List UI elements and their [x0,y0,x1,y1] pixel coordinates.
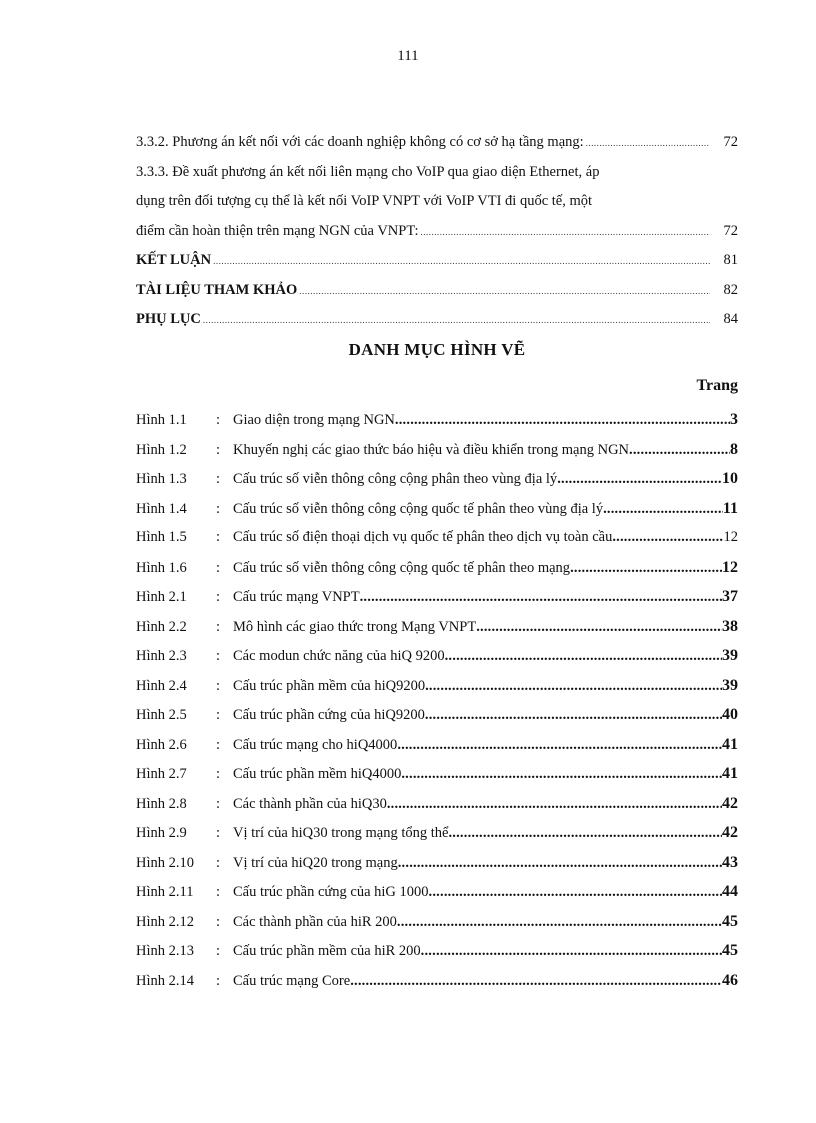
figure-number: Hình 1.1 [136,412,187,428]
toc-entry-text: KẾT LUẬN [136,252,212,268]
figure-caption: Cấu trúc mạng cho hiQ4000 [233,736,398,753]
leader-dots [425,672,722,702]
figure-number: Hình 2.5 [136,707,187,723]
figure-separator: : [216,412,221,428]
figure-separator: : [216,648,221,664]
figure-entry[interactable] [136,405,738,435]
toc-entry-text: 3.3.3. Đề xuất phương án kết nối liên mạng cho VoIP qua giao diện Ethernet, áp [136,163,600,180]
figure-number: Hình 1.4 [136,500,187,517]
leader-dots [401,760,722,790]
leader-dots [570,554,722,584]
figure-caption: Giao diện trong mạng NGN [233,412,395,428]
figure-number: Hình 1.3 [136,471,187,487]
figure-number: Hình 1.2 [136,441,187,458]
figure-separator: : [216,559,221,576]
toc-entry-3-3-2[interactable] [136,128,738,158]
toc-entry-page: 72 [723,134,738,150]
figure-page: 42 [722,824,738,841]
leader-dots [557,465,722,495]
figure-separator: : [216,618,221,635]
figure-caption: Cấu trúc số viễn thông công cộng phân theo vùng địa lý [233,471,558,487]
figure-page: 46 [722,971,738,989]
figure-separator: : [216,884,221,900]
toc-entry-ket-luan[interactable] [136,246,738,276]
figure-separator: : [216,854,221,871]
figure-entry[interactable] [136,612,738,642]
toc-entry-3-3-3-line2[interactable] [136,187,738,217]
figure-caption: Cấu trúc số điện thoại dịch vụ quốc tế phân theo dịch vụ toàn cầu [233,529,613,545]
figure-caption: Cấu trúc số viễn thông công cộng quốc tế phân theo vùng địa lý [233,500,604,517]
figure-number: Hình 2.8 [136,795,187,812]
figure-number: Hình 2.7 [136,766,187,782]
figure-page: 40 [722,706,738,723]
leader-dots [397,731,722,761]
figure-page: 45 [722,942,738,959]
figure-separator: : [216,500,221,517]
figure-entry[interactable] [136,907,738,937]
leader-dots [421,218,711,248]
toc-entry-phu-luc[interactable] [136,305,738,335]
leader-dots [612,523,723,553]
figure-entry[interactable] [136,553,738,583]
toc-entry-page: 84 [723,311,738,327]
figure-separator: : [216,471,221,487]
figure-page: 12 [723,529,738,545]
figure-entry[interactable] [136,464,738,494]
figure-caption: Các modun chức năng của hiQ 9200 [233,648,445,664]
figure-page: 37 [722,588,738,605]
toc-entry-page: 82 [723,281,738,298]
toc-entry-3-3-3-line3[interactable] [136,217,738,247]
toc-entry-text: dụng trên đối tượng cụ thể là kết nối VoIP VNPT với VoIP VTI đi quốc tế, một [136,193,593,209]
figure-entry[interactable] [136,730,738,760]
leader-dots [387,790,722,820]
figure-number: Hình 2.9 [136,825,187,841]
figure-number: Hình 2.6 [136,736,187,753]
leader-dots [425,701,722,731]
leader-dots [398,849,722,879]
leader-dots [360,583,722,613]
leader-dots [629,436,730,466]
figure-page: 39 [722,647,738,664]
toc-entry-tai-lieu-tham-khao[interactable] [136,276,738,306]
figure-entry[interactable] [136,936,738,966]
figure-caption: Cấu trúc phần cứng của hiG 1000 [233,884,429,900]
figure-page: 44 [722,883,738,900]
figure-caption: Mô hình các giao thức trong Mạng VNPT [233,618,477,635]
figure-separator: : [216,972,221,989]
figure-entry[interactable] [136,818,738,848]
figure-page: 10 [722,470,738,487]
figure-page: 38 [722,617,738,635]
leader-dots [299,277,710,307]
figure-separator: : [216,441,221,458]
page-number: 111 [397,48,419,64]
figure-page: 45 [722,912,738,930]
figure-entry[interactable] [136,494,738,524]
figure-caption: Cấu trúc mạng Core [233,972,351,989]
toc-entry-3-3-3-line1[interactable] [136,158,738,188]
figure-entry[interactable] [136,523,738,553]
figure-page: 3 [730,411,738,428]
figure-number: Hình 1.5 [136,529,187,545]
figures-list-title: DANH MỤC HÌNH VẼ [348,340,526,359]
figure-number: Hình 2.3 [136,648,187,664]
leader-dots [586,129,710,159]
figure-number: Hình 2.11 [136,884,194,900]
figure-separator: : [216,677,221,694]
figure-separator: : [216,795,221,812]
figure-page: 39 [722,676,738,694]
figure-entry[interactable] [136,966,738,996]
figure-entry[interactable] [136,641,738,671]
figure-entry[interactable] [136,435,738,465]
toc-entry-text: PHỤ LỤC [136,311,201,327]
figure-separator: : [216,825,221,841]
toc-entry-text: điểm cần hoàn thiện trên mạng NGN của VNPT: [136,222,419,239]
figure-number: Hình 2.13 [136,943,194,959]
leader-dots [421,937,722,967]
figure-entry[interactable] [136,759,738,789]
figure-page: 41 [722,735,738,753]
figure-entry[interactable] [136,877,738,907]
figure-page: 11 [722,499,738,517]
figure-caption: Các thành phần của hiQ30 [233,795,387,812]
figure-number: Hình 1.6 [136,559,187,576]
figure-separator: : [216,589,221,605]
leader-dots [445,642,722,672]
figure-separator: : [216,766,221,782]
figure-caption: Cấu trúc số viễn thông công cộng quốc tế phân theo mạng [233,559,571,576]
figure-caption: Cấu trúc phần cứng của hiQ9200 [233,707,425,723]
leader-dots [397,908,722,938]
figure-page: 12 [722,558,738,576]
figure-caption: Cấu trúc mạng VNPT [233,589,360,605]
leader-dots [395,406,730,436]
figure-page: 8 [730,440,738,458]
figure-number: Hình 2.14 [136,972,194,989]
toc-entry-page: 72 [723,222,738,239]
leader-dots [213,247,710,277]
figure-caption: Cấu trúc phần mềm của hiR 200 [233,943,421,959]
toc-entry-text: TÀI LIỆU THAM KHẢO [136,281,298,298]
figure-separator: : [216,736,221,753]
figure-number: Hình 2.4 [136,677,187,694]
figure-number: Hình 2.12 [136,913,194,930]
figure-entry[interactable] [136,700,738,730]
figure-caption: Vị trí của hiQ20 trong mạng [233,854,398,871]
figure-separator: : [216,707,221,723]
figure-number: Hình 2.10 [136,854,194,871]
figure-entry[interactable] [136,582,738,612]
leader-dots [429,878,722,908]
figure-page: 41 [722,765,738,782]
leader-dots [476,613,722,643]
figure-caption: Khuyến nghị các giao thức báo hiệu và điều khiển trong mạng NGN [233,441,630,458]
leader-dots [203,306,710,336]
figure-entry[interactable] [136,671,738,701]
page-column-label: Trang [696,377,738,394]
figure-number: Hình 2.1 [136,589,187,605]
figures-list [136,405,738,995]
figure-caption: Vị trí của hiQ30 trong mạng tổng thể [233,825,449,841]
figure-caption: Cấu trúc phần mềm hiQ4000 [233,766,402,782]
leader-dots [350,967,722,997]
figure-number: Hình 2.2 [136,618,187,635]
leader-dots [448,819,722,849]
figure-page: 43 [722,853,738,871]
figure-separator: : [216,913,221,930]
figure-separator: : [216,943,221,959]
figure-caption: Các thành phần của hiR 200 [233,913,397,930]
figure-separator: : [216,529,221,545]
figure-caption: Cấu trúc phần mềm của hiQ9200 [233,677,426,694]
toc-entry-page: 81 [723,252,738,268]
figure-entry[interactable] [136,848,738,878]
figure-entry[interactable] [136,789,738,819]
leader-dots [603,495,723,525]
toc-entry-text: 3.3.2. Phương án kết nối với các doanh nghiệp không có cơ sở hạ tầng mạng: [136,134,584,150]
figure-page: 42 [722,794,738,812]
table-of-contents [136,128,738,335]
